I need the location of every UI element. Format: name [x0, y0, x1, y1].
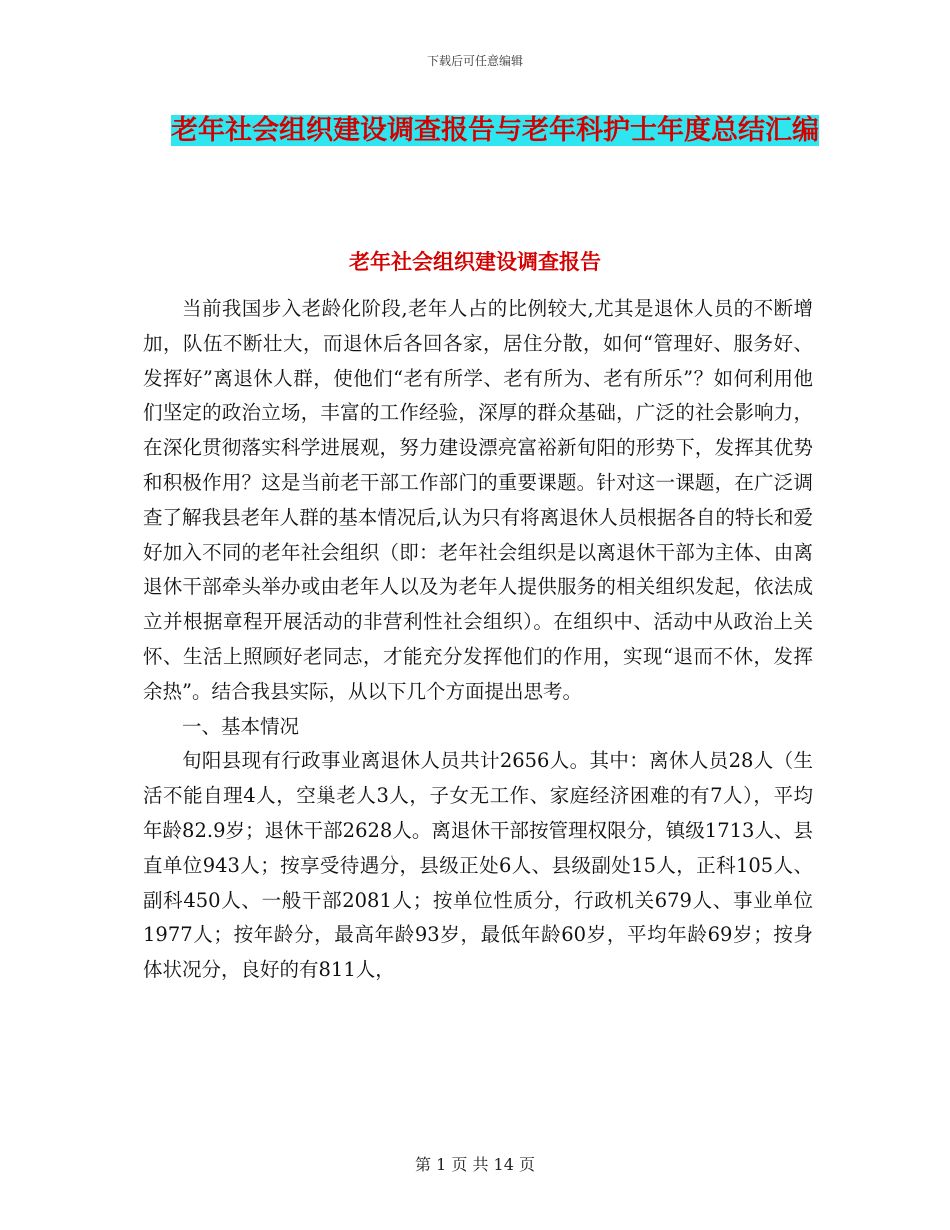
body-text [143, 292, 813, 988]
document-title [150, 108, 840, 154]
section-title: 老年社会组织建设调查报告 [349, 250, 601, 274]
paragraph-intro: 当前我国步入老龄化阶段,老年人占的比例较大,尤其是退休人员的不断增加，队伍不断壮大，而退休后各回各家，居住分散，如何“管理好、服务好、发挥好”离退休人群，使他们“老有所学、老有所为、老有所乐”？如何利用他们坚定的政治立场，丰富的工作经验，深厚的群众基础，广泛的社会影响力，在深化贯彻落实科学进展观，努力建设漂亮富裕新旬阳的形势下，发挥其优势和积极作用？这是当前老干部工作部门的重要课题。针对这一课题，在广泛调查了解我县老年人群的基本情况后,认为只有将离退休人员根据各自的特长和爱好加入不同的老年社会组织（即：老年社会组织是以离退休干部为主体、由离退休干部牵头举办或由老年人以及为老年人提供服务的相关组织发起，依法成立并根据章程开展活动的非营利性社会组织）。在组织中、活动中从政治上关怀、生活上照顾好老同志，才能充分发挥他们的作用，实现“退而不休，发挥余热”。结合我县实际，从以下几个方面提出思考。 [143, 297, 813, 703]
header-note: 下载后可任意编辑 [426, 54, 523, 68]
paragraph-heading-basic-info: 一、基本情况 [182, 714, 300, 738]
paragraph-basic-info: 旬阳县现有行政事业离退休人员共计2656人。其中：离休人员28人（生活不能自理4人，空巢老人3人，子女无工作、家庭经济困难的有7人），平均年龄82.9岁；退休干部2628人。离退休干部按管理权限分，镇级1713人、县直单位943人；按享受待遇分，县级正处6人、县级副处15人，正科105人、副科450人、一般干部2081人；按单位性质分，行政机关679人、事业单位1977人；按年龄分，最高年龄93岁，最低年龄60岁，平均年龄69岁；按身体状况分，良好的有811人， [143, 749, 813, 982]
document-title-text: 老年社会组织建设调查报告与老年科护士年度总结汇编 [171, 115, 819, 146]
page-footer: 第 1 页 共 14 页 [415, 1155, 535, 1174]
